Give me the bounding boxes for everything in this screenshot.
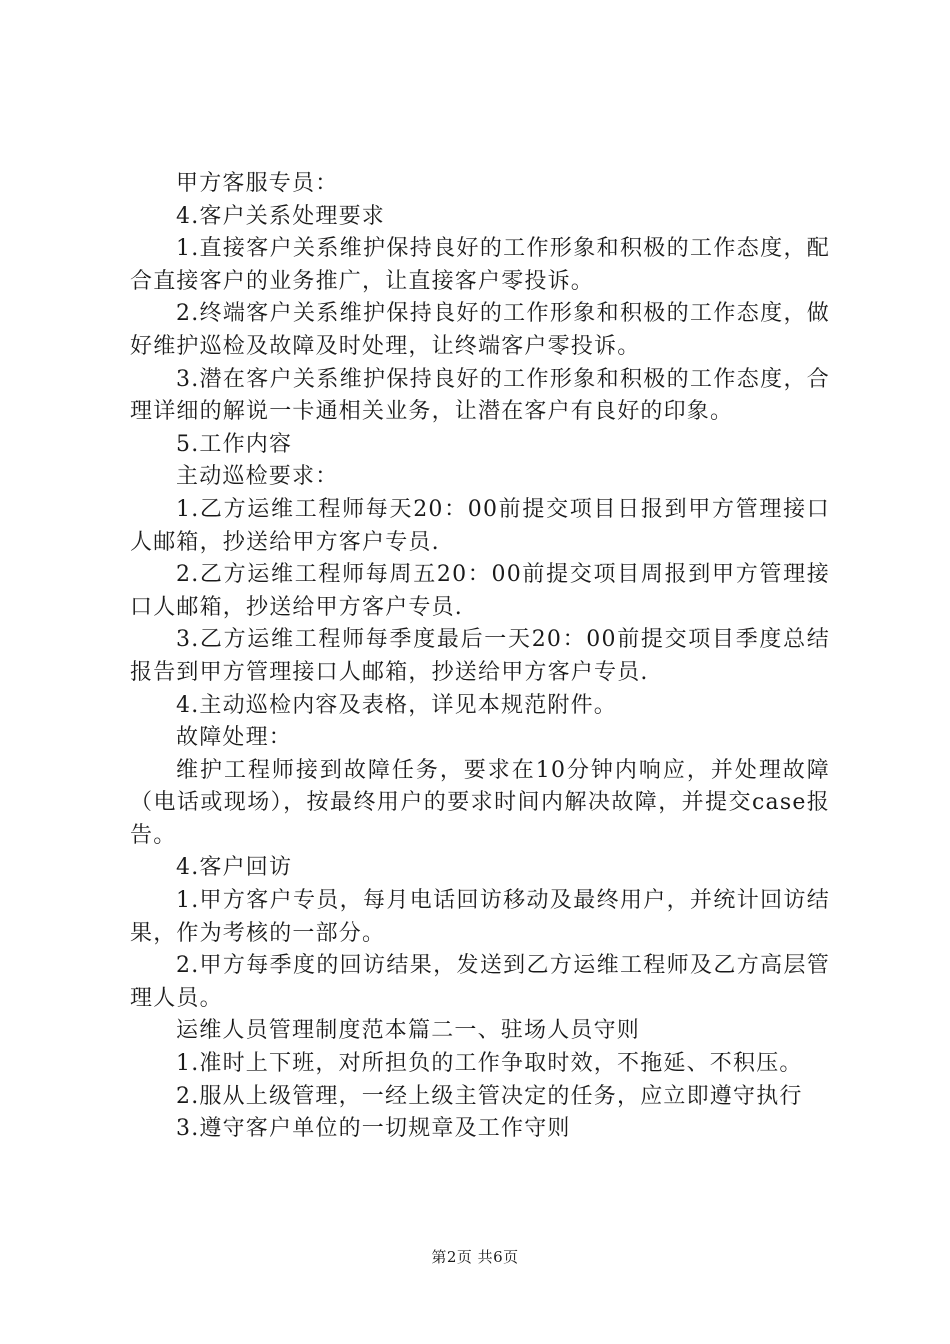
section-heading: 4.客户关系处理要求 [176, 203, 385, 229]
paragraph: 3.遵守客户单位的一切规章及工作守则 [176, 1116, 571, 1142]
paragraph: 2.服从上级管理，一经上级主管决定的任务，应立即遵守执行 [176, 1083, 803, 1109]
section-heading: 4.客户回访 [176, 855, 293, 881]
paragraph: 2.乙方运维工程师每周五20：00前提交项目周报到甲方管理接口人邮箱，抄送给甲方客户专员. [130, 562, 830, 620]
paragraph: 1.乙方运维工程师每天20：00前提交项目日报到甲方管理接口人邮箱，抄送给甲方客户专员. [130, 496, 830, 555]
paragraph: 4.主动巡检内容及表格，详见本规范附件。 [176, 692, 617, 718]
paragraph: 3.潜在客户关系维护保持良好的工作形象和积极的工作态度，合理详细的解说一卡通相关业务，让潜在客户有良好的印象。 [130, 366, 830, 425]
paragraph: 甲方客服专员： [176, 171, 339, 196]
paragraph: 2.终端客户关系维护保持良好的工作形象和积极的工作态度，做好维护巡检及故障及时处理，让终端客户零投诉。 [130, 301, 830, 359]
page-number-label: 第2页 共6页 [431, 1248, 519, 1266]
page-footer [0, 1246, 950, 1267]
paragraph: 故障处理： [176, 725, 293, 751]
section-heading: 5.工作内容 [176, 431, 293, 457]
document-body [130, 168, 830, 1146]
paragraph: 2.甲方每季度的回访结果，发送到乙方运维工程师及乙方高层管理人员。 [130, 953, 830, 1011]
paragraph: 1.直接客户关系维护保持良好的工作形象和积极的工作态度，配合直接客户的业务推广，让直接客户零投诉。 [130, 236, 830, 294]
paragraph: 主动巡检要求： [176, 464, 339, 490]
paragraph: 1.甲方客户专员，每月电话回访移动及最终用户，并统计回访结果，作为考核的一部分。 [130, 888, 830, 946]
paragraph: 3.乙方运维工程师每季度最后一天20：00前提交项目季度总结报告到甲方管理接口人邮箱，抄送给甲方客户专员. [130, 627, 830, 685]
paragraph: 1.准时上下班，对所担负的工作争取时效，不拖延、不积压。 [176, 1051, 803, 1077]
paragraph: 运维人员管理制度范本篇二一、驻场人员守则 [176, 1018, 641, 1044]
paragraph: 维护工程师接到故障任务，要求在10分钟内响应，并处理故障（电话或现场），按最终用户的要求时间内解决故障，并提交case报告。 [130, 757, 830, 848]
